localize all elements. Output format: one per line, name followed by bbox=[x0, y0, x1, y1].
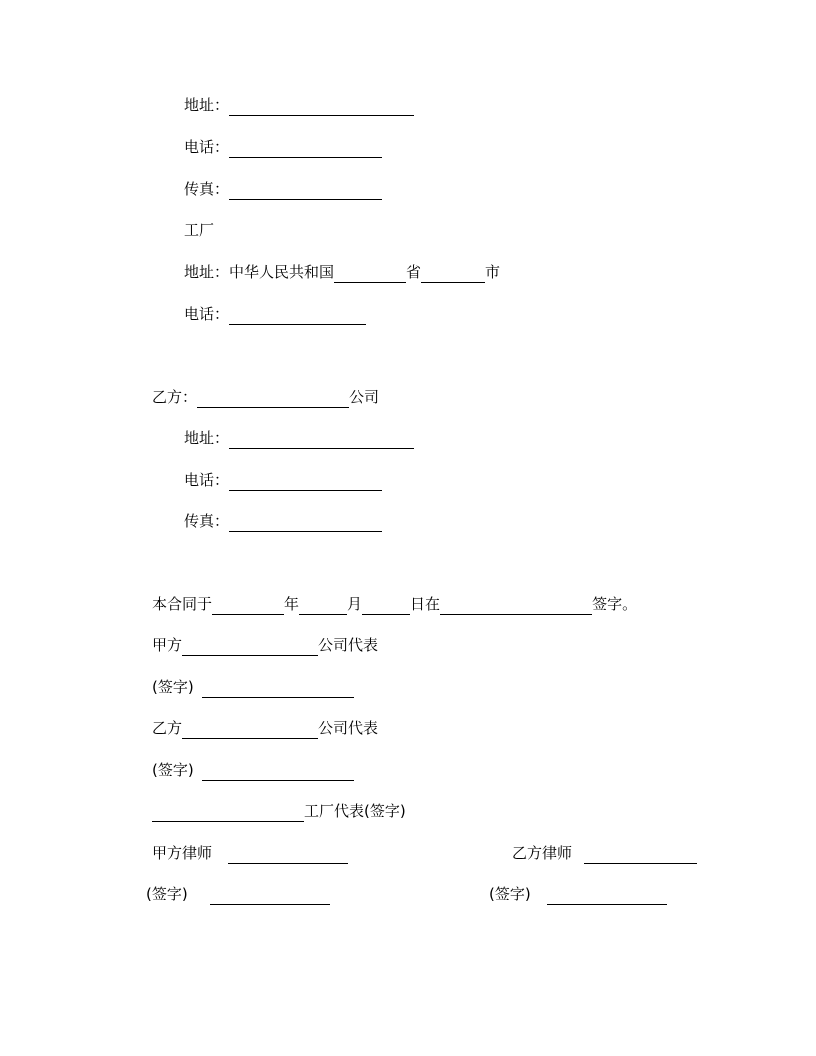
party-b-lawyer-sign-text: (签字) bbox=[489, 885, 531, 903]
party-a-company-field[interactable] bbox=[182, 637, 318, 656]
factory-phone-line bbox=[184, 303, 366, 325]
fax-label: 传真： bbox=[184, 180, 230, 198]
address-field[interactable] bbox=[229, 97, 414, 116]
phone-field[interactable] bbox=[229, 139, 382, 158]
place-field[interactable] bbox=[440, 596, 592, 615]
day-field[interactable] bbox=[362, 596, 410, 615]
party-a-rep-label: 公司代表 bbox=[318, 636, 379, 654]
fax-field[interactable] bbox=[229, 181, 382, 200]
party-b-fax-line bbox=[184, 510, 382, 532]
signing-intro: 本合同于 bbox=[152, 595, 213, 613]
party-a-phone-line bbox=[184, 136, 382, 158]
city-label: 市 bbox=[485, 263, 501, 281]
party-b-lawyer-signature-field[interactable] bbox=[547, 886, 667, 905]
party-b-label: 乙方： bbox=[152, 388, 198, 406]
party-b-lawyer-signature-line bbox=[489, 883, 667, 905]
factory-phone-label: 电话： bbox=[184, 305, 230, 323]
factory-rep-line bbox=[152, 800, 406, 822]
party-a-rep-line bbox=[152, 634, 378, 656]
company-suffix: 公司 bbox=[349, 388, 380, 406]
party-b-lawyer-label: 乙方律师 bbox=[512, 844, 573, 862]
factory-rep-label: 工厂代表(签字) bbox=[304, 802, 406, 820]
party-a-lawyer-sign-text: (签字) bbox=[146, 885, 188, 903]
party-a-signature-line bbox=[152, 676, 354, 698]
factory-heading bbox=[184, 219, 214, 241]
party-b-sign-label: 乙方 bbox=[152, 719, 183, 737]
party-a-lawyer-label: 甲方律师 bbox=[152, 844, 213, 862]
party-a-lawyer-field[interactable] bbox=[228, 845, 348, 864]
factory-phone-field[interactable] bbox=[229, 306, 366, 325]
city-field[interactable] bbox=[421, 264, 485, 283]
phone-label: 电话： bbox=[184, 138, 230, 156]
province-field[interactable] bbox=[334, 264, 406, 283]
party-b-signature-line bbox=[152, 759, 354, 781]
month-field[interactable] bbox=[299, 596, 347, 615]
signing-statement bbox=[152, 593, 637, 615]
party-b-company-field[interactable] bbox=[197, 389, 349, 408]
party-b-phone-line bbox=[184, 469, 382, 491]
factory-address-line bbox=[184, 261, 500, 283]
address-field[interactable] bbox=[229, 430, 414, 449]
month-label: 月 bbox=[347, 595, 363, 613]
address-label: 地址： bbox=[184, 96, 230, 114]
party-a-lawyer-line bbox=[152, 842, 348, 864]
party-b-heading-line bbox=[152, 386, 379, 408]
factory-title: 工厂 bbox=[184, 221, 215, 239]
party-b-lawyer-line bbox=[512, 842, 697, 864]
party-b-rep-line bbox=[152, 717, 378, 739]
factory-address-label: 地址：中华人民共和国 bbox=[184, 263, 335, 281]
party-a-lawyer-signature-line bbox=[146, 883, 330, 905]
party-b-address-line bbox=[184, 427, 414, 449]
party-a-fax-line bbox=[184, 178, 382, 200]
phone-field[interactable] bbox=[229, 472, 382, 491]
party-b-sign-text: (签字) bbox=[152, 761, 194, 779]
party-b-rep-label: 公司代表 bbox=[318, 719, 379, 737]
province-label: 省 bbox=[406, 263, 422, 281]
address-label: 地址： bbox=[184, 429, 230, 447]
factory-rep-field[interactable] bbox=[152, 803, 304, 822]
party-b-signature-field[interactable] bbox=[202, 762, 354, 781]
day-at-label: 日在 bbox=[410, 595, 441, 613]
party-a-signature-field[interactable] bbox=[202, 679, 354, 698]
party-b-company-field[interactable] bbox=[182, 720, 318, 739]
party-b-lawyer-field[interactable] bbox=[584, 845, 697, 864]
party-a-address-line bbox=[184, 94, 414, 116]
party-a-sign-text: (签字) bbox=[152, 678, 194, 696]
phone-label: 电话： bbox=[184, 471, 230, 489]
party-a-lawyer-signature-field[interactable] bbox=[210, 886, 330, 905]
year-field[interactable] bbox=[212, 596, 284, 615]
year-label: 年 bbox=[284, 595, 300, 613]
party-a-sign-label: 甲方 bbox=[152, 636, 183, 654]
fax-field[interactable] bbox=[229, 513, 382, 532]
fax-label: 传真： bbox=[184, 512, 230, 530]
signed-label: 签字。 bbox=[592, 595, 638, 613]
